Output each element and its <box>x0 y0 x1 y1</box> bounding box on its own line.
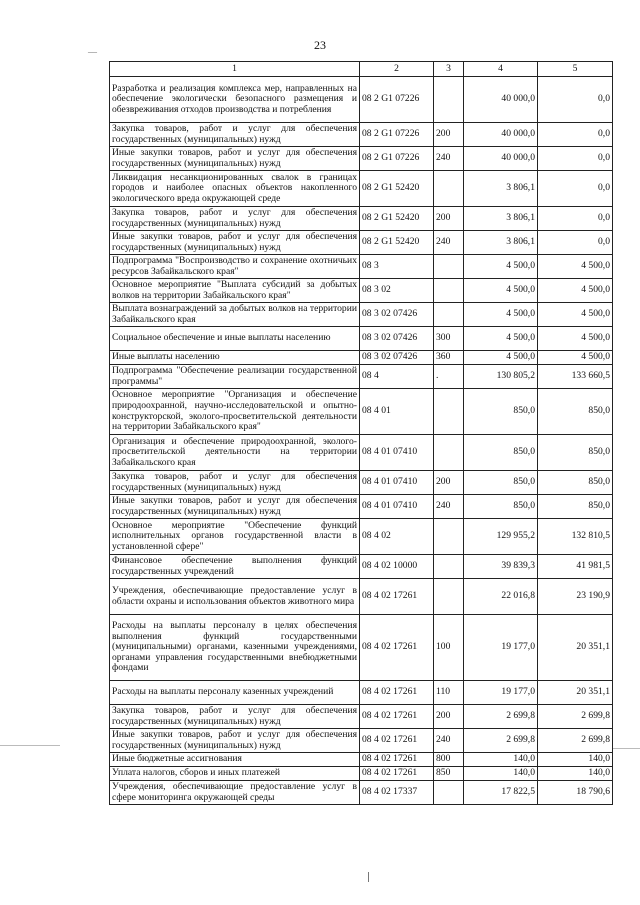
row-name-cell: Организация и обеспечение природоохранной, эколого-просветительской деятельности на территории Забайкальского края <box>110 435 360 471</box>
row-value-col5: 41 981,5 <box>538 555 613 579</box>
row-code-cell: 08 4 02 <box>360 519 434 555</box>
row-value-col4: 39 839,3 <box>464 555 538 579</box>
row-type-cell: 240 <box>434 495 464 519</box>
row-type-cell <box>434 519 464 555</box>
row-code-cell: 08 4 02 17261 <box>360 615 434 681</box>
row-type-cell <box>434 555 464 579</box>
row-code-cell: 08 4 02 17261 <box>360 705 434 729</box>
row-type-cell: 300 <box>434 327 464 351</box>
row-value-col4: 3 806,1 <box>464 231 538 255</box>
row-type-cell: 200 <box>434 471 464 495</box>
scan-artifact-line <box>0 745 60 746</box>
row-type-cell: 200 <box>434 123 464 147</box>
table-row <box>110 435 613 471</box>
row-name-cell: Основное мероприятие "Обеспечение функций исполнительных органов государственной власти в установленной сфере" <box>110 519 360 555</box>
row-value-col5: 850,0 <box>538 471 613 495</box>
row-name-cell: Выплата вознаграждений за добытых волков на территории Забайкальского края <box>110 303 360 327</box>
row-name-cell: Учреждения, обеспечивающие предоставление услуг в сфере мониторинга окружающей среды <box>110 781 360 805</box>
row-name-cell: Финансовое обеспечение выполнения функций государственных учреждений <box>110 555 360 579</box>
row-type-cell: 240 <box>434 147 464 171</box>
row-name-cell: Основное мероприятие "Организация и обеспечение природоохранной, научно-исследовательской и опытно-конструкторской, эколого-просветительской деятельности на территории Забайкальского края" <box>110 389 360 435</box>
row-name-cell: Иные выплаты населению <box>110 351 360 365</box>
row-code-cell: 08 4 02 17261 <box>360 753 434 767</box>
row-value-col5: 4 500,0 <box>538 255 613 279</box>
row-value-col5: 20 351,1 <box>538 681 613 705</box>
row-value-col4: 4 500,0 <box>464 351 538 365</box>
row-code-cell: 08 4 01 07410 <box>360 435 434 471</box>
row-value-col5: 850,0 <box>538 389 613 435</box>
row-value-col4: 3 806,1 <box>464 207 538 231</box>
table-row <box>110 781 613 805</box>
row-value-col4: 4 500,0 <box>464 279 538 303</box>
budget-table <box>109 61 613 805</box>
row-code-cell: 08 4 02 17261 <box>360 729 434 753</box>
header-col-2: 2 <box>360 62 434 77</box>
row-name-cell: Иные закупки товаров, работ и услуг для обеспечения государственных (муниципальных) нужд <box>110 729 360 753</box>
table-row <box>110 767 613 781</box>
row-code-cell: 08 2 G1 07226 <box>360 147 434 171</box>
row-code-cell: 08 4 02 17261 <box>360 579 434 615</box>
row-name-cell: Расходы на выплаты персоналу казенных учреждений <box>110 681 360 705</box>
row-code-cell: 08 4 01 07410 <box>360 495 434 519</box>
header-col-5: 5 <box>538 62 613 77</box>
row-value-col5: 140,0 <box>538 753 613 767</box>
table-row <box>110 615 613 681</box>
table-row <box>110 327 613 351</box>
row-name-cell: Закупка товаров, работ и услуг для обеспечения государственных (муниципальных) нужд <box>110 123 360 147</box>
row-code-cell: 08 4 <box>360 365 434 389</box>
row-value-col5: 140,0 <box>538 767 613 781</box>
row-name-cell: Закупка товаров, работ и услуг для обеспечения государственных (муниципальных) нужд <box>110 471 360 495</box>
row-code-cell: 08 2 G1 52420 <box>360 171 434 207</box>
row-type-cell: 850 <box>434 767 464 781</box>
table-row <box>110 495 613 519</box>
row-name-cell: Иные бюджетные ассигнования <box>110 753 360 767</box>
row-type-cell: 200 <box>434 705 464 729</box>
row-name-cell: Иные закупки товаров, работ и услуг для обеспечения государственных (муниципальных) нужд <box>110 231 360 255</box>
scan-artifact-line <box>612 748 640 749</box>
row-value-col4: 40 000,0 <box>464 123 538 147</box>
row-code-cell: 08 4 02 17337 <box>360 781 434 805</box>
row-value-col5: 0,0 <box>538 147 613 171</box>
row-value-col4: 140,0 <box>464 767 538 781</box>
row-value-col5: 850,0 <box>538 495 613 519</box>
row-name-cell: Разработка и реализация комплекса мер, направленных на обеспечение экологически безопасного размещения и обезвреживания отходов производства и потребления <box>110 77 360 123</box>
row-code-cell: 08 4 01 07410 <box>360 471 434 495</box>
row-type-cell <box>434 389 464 435</box>
row-name-cell: Социальное обеспечение и иные выплаты населению <box>110 327 360 351</box>
row-name-cell: Закупка товаров, работ и услуг для обеспечения государственных (муниципальных) нужд <box>110 207 360 231</box>
table-row <box>110 351 613 365</box>
row-type-cell <box>434 279 464 303</box>
row-type-cell <box>434 77 464 123</box>
row-value-col5: 133 660,5 <box>538 365 613 389</box>
row-code-cell: 08 3 02 07426 <box>360 303 434 327</box>
row-type-cell <box>434 781 464 805</box>
table-row <box>110 471 613 495</box>
header-col-4: 4 <box>464 62 538 77</box>
row-type-cell <box>434 579 464 615</box>
row-code-cell: 08 2 G1 52420 <box>360 207 434 231</box>
row-code-cell: 08 3 <box>360 255 434 279</box>
table-row <box>110 365 613 389</box>
row-type-cell: 240 <box>434 729 464 753</box>
row-type-cell: 200 <box>434 207 464 231</box>
row-type-cell: . <box>434 365 464 389</box>
row-code-cell: 08 3 02 <box>360 279 434 303</box>
row-value-col5: 0,0 <box>538 77 613 123</box>
table-row <box>110 171 613 207</box>
row-type-cell: 110 <box>434 681 464 705</box>
table-row <box>110 147 613 171</box>
row-value-col5: 4 500,0 <box>538 351 613 365</box>
row-value-col5: 132 810,5 <box>538 519 613 555</box>
row-name-cell: Уплата налогов, сборов и иных платежей <box>110 767 360 781</box>
row-value-col5: 0,0 <box>538 231 613 255</box>
table-row <box>110 681 613 705</box>
row-name-cell: Учреждения, обеспечивающие предоставление услуг в области охраны и использования объектов животного мира <box>110 579 360 615</box>
row-value-col5: 4 500,0 <box>538 327 613 351</box>
row-name-cell: Подпрограмма "Воспроизводство и сохранение охотничьих ресурсов Забайкальского края" <box>110 255 360 279</box>
header-row <box>110 62 613 77</box>
row-name-cell: Ликвидация несанкционированных свалок в границах городов и наиболее опасных объектов накопленного экологического вреда окружающей среде <box>110 171 360 207</box>
table-row <box>110 231 613 255</box>
row-value-col4: 129 955,2 <box>464 519 538 555</box>
row-code-cell: 08 4 02 17261 <box>360 767 434 781</box>
row-value-col4: 850,0 <box>464 389 538 435</box>
row-name-cell: Закупка товаров, работ и услуг для обеспечения государственных (муниципальных) нужд <box>110 705 360 729</box>
row-value-col4: 850,0 <box>464 495 538 519</box>
row-code-cell: 08 3 02 07426 <box>360 351 434 365</box>
row-value-col5: 20 351,1 <box>538 615 613 681</box>
row-code-cell: 08 2 G1 07226 <box>360 77 434 123</box>
row-code-cell: 08 3 02 07426 <box>360 327 434 351</box>
margin-mark: __ <box>88 44 97 54</box>
bottom-mark <box>368 872 369 882</box>
row-value-col4: 2 699,8 <box>464 705 538 729</box>
row-value-col5: 18 790,6 <box>538 781 613 805</box>
row-type-cell <box>434 171 464 207</box>
row-type-cell: 240 <box>434 231 464 255</box>
row-value-col5: 2 699,8 <box>538 729 613 753</box>
table-body <box>110 77 613 805</box>
table-row <box>110 207 613 231</box>
row-type-cell: 100 <box>434 615 464 681</box>
table-row <box>110 303 613 327</box>
row-type-cell <box>434 255 464 279</box>
table-row <box>110 255 613 279</box>
table-row <box>110 279 613 303</box>
row-name-cell: Расходы на выплаты персоналу в целях обеспечения выполнения функций государственными (муниципальными) органами, казенными учреждениями, органами управления государственными внебюджетными фондами <box>110 615 360 681</box>
table-row <box>110 555 613 579</box>
header-col-3: 3 <box>434 62 464 77</box>
row-value-col5: 2 699,8 <box>538 705 613 729</box>
row-type-cell <box>434 303 464 327</box>
row-value-col4: 40 000,0 <box>464 147 538 171</box>
header-col-1: 1 <box>110 62 360 77</box>
row-value-col5: 850,0 <box>538 435 613 471</box>
row-value-col4: 850,0 <box>464 435 538 471</box>
row-name-cell: Иные закупки товаров, работ и услуг для обеспечения государственных (муниципальных) нужд <box>110 495 360 519</box>
row-type-cell <box>434 435 464 471</box>
row-code-cell: 08 4 01 <box>360 389 434 435</box>
row-value-col4: 40 000,0 <box>464 77 538 123</box>
row-name-cell: Основное мероприятие "Выплата субсидий за добытых волков на территории Забайкальского края" <box>110 279 360 303</box>
row-code-cell: 08 2 G1 52420 <box>360 231 434 255</box>
table-row <box>110 519 613 555</box>
row-value-col5: 0,0 <box>538 123 613 147</box>
row-type-cell: 800 <box>434 753 464 767</box>
page-number: 23 <box>314 38 326 52</box>
row-value-col5: 0,0 <box>538 207 613 231</box>
row-code-cell: 08 4 02 10000 <box>360 555 434 579</box>
row-value-col5: 4 500,0 <box>538 303 613 327</box>
row-value-col4: 2 699,8 <box>464 729 538 753</box>
row-value-col4: 4 500,0 <box>464 327 538 351</box>
row-value-col4: 3 806,1 <box>464 171 538 207</box>
row-value-col4: 17 822,5 <box>464 781 538 805</box>
row-name-cell: Подпрограмма "Обеспечение реализации государственной программы" <box>110 365 360 389</box>
table-row <box>110 579 613 615</box>
row-code-cell: 08 4 02 17261 <box>360 681 434 705</box>
row-value-col4: 140,0 <box>464 753 538 767</box>
table-row <box>110 705 613 729</box>
row-value-col4: 130 805,2 <box>464 365 538 389</box>
table-row <box>110 77 613 123</box>
table-row <box>110 389 613 435</box>
row-value-col5: 4 500,0 <box>538 279 613 303</box>
table-row <box>110 753 613 767</box>
row-type-cell: 360 <box>434 351 464 365</box>
table-row <box>110 123 613 147</box>
row-value-col5: 0,0 <box>538 171 613 207</box>
row-value-col4: 4 500,0 <box>464 255 538 279</box>
row-value-col5: 23 190,9 <box>538 579 613 615</box>
row-name-cell: Иные закупки товаров, работ и услуг для обеспечения государственных (муниципальных) нужд <box>110 147 360 171</box>
row-code-cell: 08 2 G1 07226 <box>360 123 434 147</box>
table-row <box>110 729 613 753</box>
row-value-col4: 850,0 <box>464 471 538 495</box>
row-value-col4: 19 177,0 <box>464 615 538 681</box>
row-value-col4: 4 500,0 <box>464 303 538 327</box>
row-value-col4: 22 016,8 <box>464 579 538 615</box>
row-value-col4: 19 177,0 <box>464 681 538 705</box>
